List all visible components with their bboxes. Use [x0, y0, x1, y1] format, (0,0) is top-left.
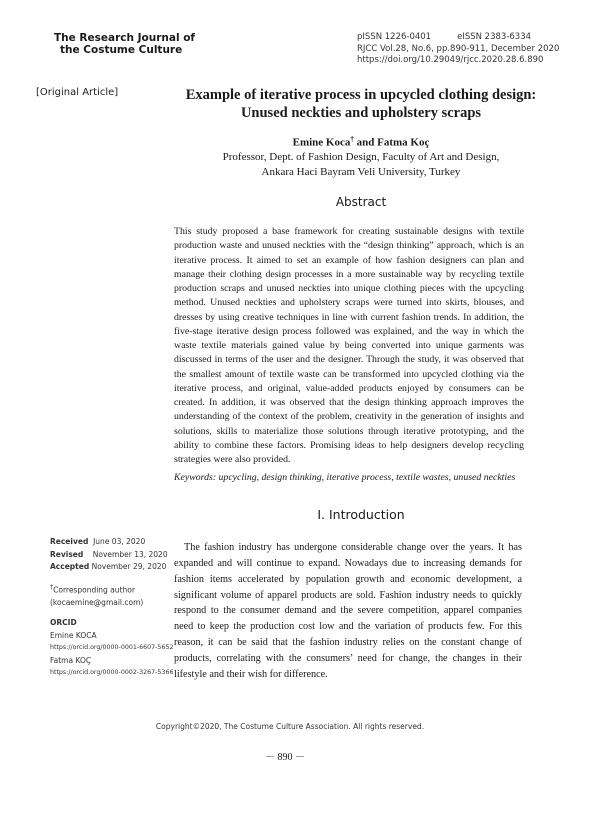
- revised-label: Revised: [50, 549, 84, 559]
- paper-title-line1: Example of iterative process in upcycled clothing design:: [185, 87, 537, 103]
- keywords: Keywords: upcycling, design thinking, iterative process, textile wastes, unused neckties: [174, 472, 516, 483]
- accepted-date: November 29, 2020: [91, 562, 167, 571]
- affiliation: [170, 150, 552, 180]
- received-label: Received: [50, 537, 89, 546]
- abstract-heading: Abstract: [335, 195, 387, 209]
- copyright: Copyright©2020, The Costume Culture Association. All rights reserved.: [155, 722, 425, 731]
- journal-name-line2: the Costume Culture: [60, 44, 183, 56]
- doi-link[interactable]: https://doi.org/10.29049/rjcc.2020.28.6.890: [357, 55, 544, 65]
- corresponding-author-mark: †: [50, 583, 54, 591]
- article-type: [Original Article]: [36, 87, 119, 98]
- orcid-name-1: Emine KOCA: [50, 630, 97, 640]
- corresponding-mark: †: [350, 135, 354, 143]
- affiliation-line2: Ankara Haci Bayram Veli University, Turkey: [261, 166, 461, 178]
- article-info-sidebar: [50, 536, 173, 680]
- paper-title: [170, 86, 552, 122]
- pissn: pISSN 1226-0401: [357, 32, 432, 42]
- affiliation-line1: Professor, Dept. of Fashion Design, Faculty of Art and Design,: [222, 151, 500, 163]
- page-number: － 890 －: [265, 752, 305, 763]
- orcid-url-2[interactable]: https://orcid.org/0000-0002-3267-5366: [50, 669, 174, 676]
- accepted-label: Accepted: [50, 562, 90, 571]
- author-1: Emine Koca: [292, 136, 351, 149]
- paper-title-line2: Unused neckties and upholstery scraps: [240, 105, 482, 121]
- revised-date: November 13, 2020: [92, 549, 168, 559]
- citation: RJCC Vol.28, No.6, pp.890-911, December 2020: [357, 43, 560, 54]
- journal-name: [54, 32, 195, 56]
- orcid-url-1[interactable]: https://orcid.org/0000-0001-6607-5652: [50, 644, 174, 651]
- received-date: June 03, 2020: [93, 537, 146, 546]
- accepted-line: [50, 561, 173, 574]
- introduction-text: The fashion industry has undergone considerable change over the years. It has expanded and will continue to expand. Nowadays due to increasing demands for fashion items accelerated by population growth and economic development, a significant volume of apparel products are sold. Fashion industry needs to quickly respond to the consumer demand and the severe competition, apparel companies need to keep the production cost low and the variation of products few. For this reason, it can be said that the fashion industry relies on the constant change of products, correlating with the consumers’ need for change, the changes in their lifestyle and their wish for difference.: [174, 542, 522, 680]
- abstract-text: This study proposed a base framework for creating sustainable designs with textile production waste and unused neckties with the “design thinking” approach, which is an iterative process. It aimed to set an example of how fashion designers can plan and manage their clothing design processes in a more sustainable way by recycling textile production scraps and unused neckties into unique clothing pieces with the upcycling method. Unused neckties and upholstery scraps were turned into skirts, blouses, and dresses by using creative techniques in line with current fashion trends. In addition, the five-stage iterative design process followed was explained, and the way in which the waste textile materials gained value by being converted into unique garments was discussed in terms of the user and the designer. Through the study, it was observed that the smallest amount of textile waste can be transformed into upcycled clothing via the iterative process, and original, value-added products enjoyed by consumers can be created. In addition, it was observed that the design thinking approach improves the understanding of the context of the problem, creativity in the generation of insights and solutions, skills to materialize those solutions through iterative prototyping, and the ability to combine these factors. Promising ideas to help designers develop recycling strategies were also provided.: [174, 226, 524, 465]
- revised-line: [50, 549, 173, 562]
- orcid-label: ORCID: [50, 618, 77, 627]
- corresponding-author-label: Corresponding author: [53, 585, 135, 594]
- authors: [170, 135, 552, 149]
- eissn: eISSN 2383-6334: [457, 32, 532, 42]
- corresponding-author: [50, 582, 173, 597]
- corresponding-email[interactable]: (kocaemine@gmail.com): [50, 597, 144, 607]
- journal-name-line1: The Research Journal of: [54, 32, 195, 44]
- issn-block: [357, 32, 559, 67]
- author-2: and Fatma Koç: [353, 136, 430, 149]
- section-heading-introduction: Ⅰ. Introduction: [317, 507, 405, 522]
- received-line: [50, 536, 173, 549]
- orcid-name-2: Fatma KOÇ: [50, 655, 92, 665]
